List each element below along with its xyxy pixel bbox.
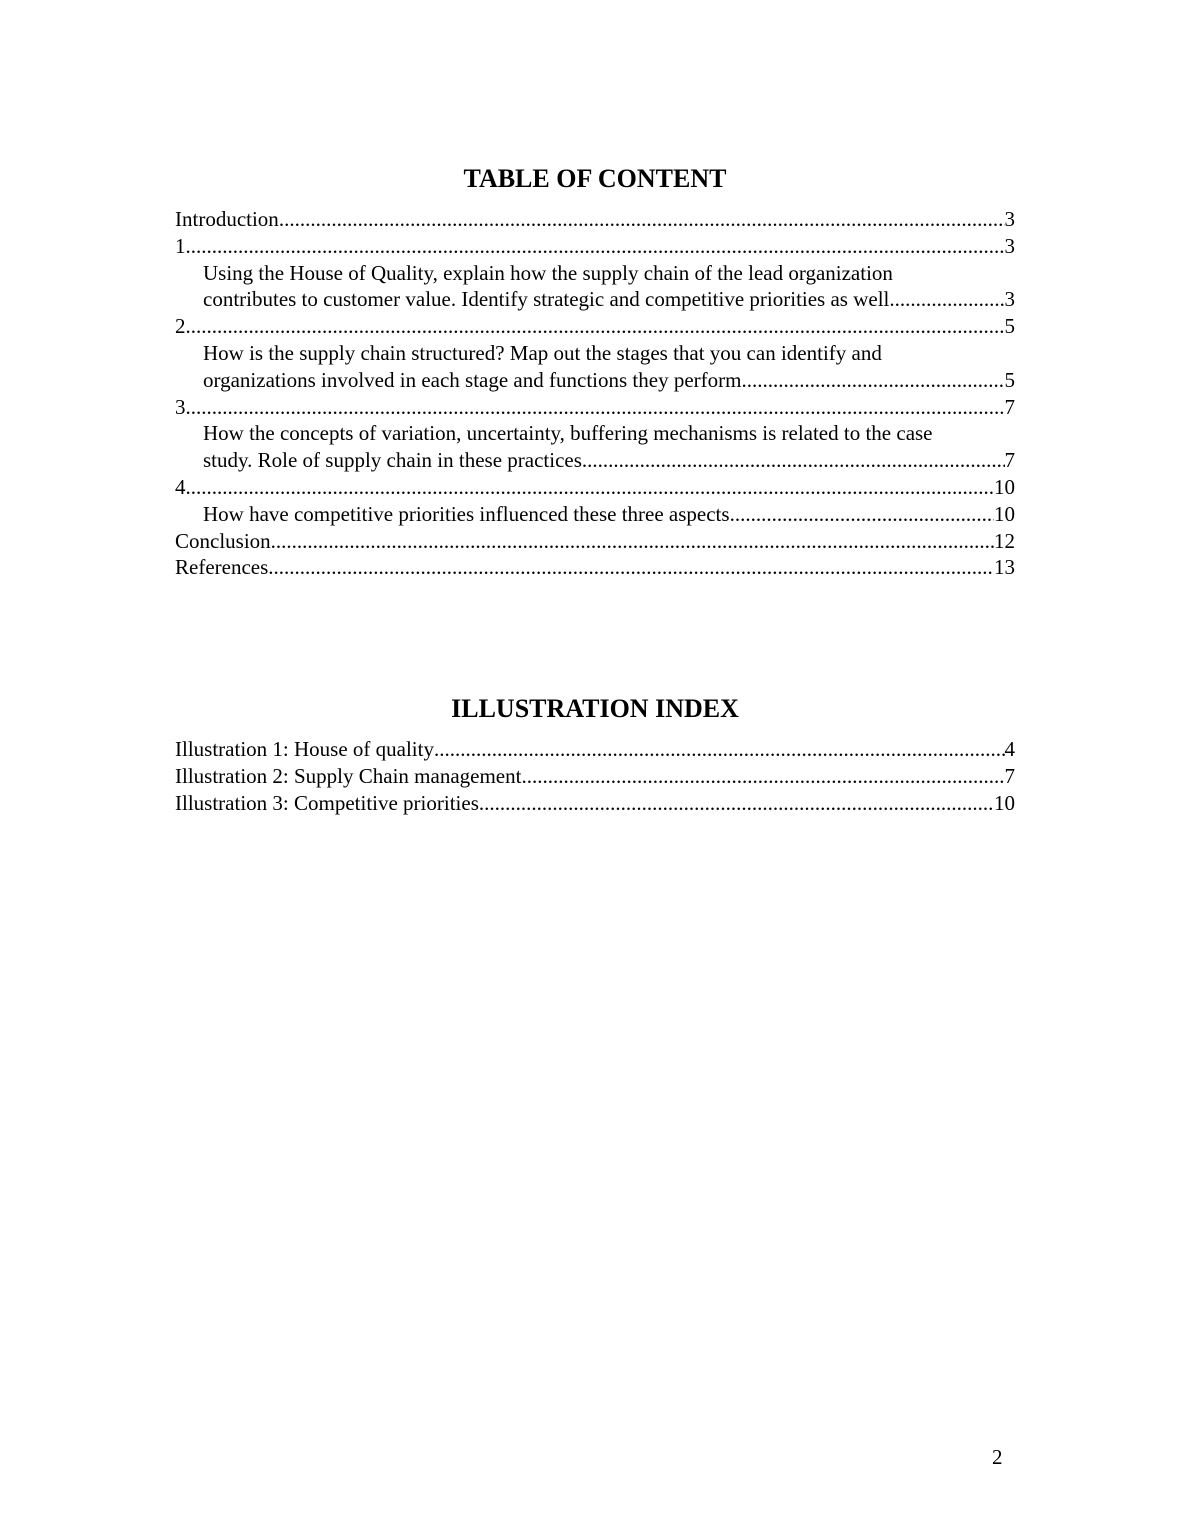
toc-entry-introduction[interactable] bbox=[175, 206, 1015, 233]
illustration-index-title: ILLUSTRATION INDEX bbox=[451, 694, 739, 723]
dot-leader bbox=[191, 313, 1005, 340]
toc-entry-page: 10 bbox=[994, 474, 1015, 499]
dot-leader bbox=[730, 501, 994, 528]
dot-leader bbox=[434, 736, 1005, 763]
toc-title: TABLE OF CONTENT bbox=[463, 164, 727, 193]
illustration-entry-text: Illustration 3: Competitive priorities bbox=[175, 790, 479, 815]
toc-entry-page: 5 bbox=[1004, 314, 1015, 339]
toc-entry-page: 7 bbox=[1004, 448, 1015, 473]
toc-entry-text: 3. bbox=[175, 394, 191, 419]
toc-entry-page: 13 bbox=[994, 555, 1015, 580]
dot-leader bbox=[271, 528, 994, 555]
dot-leader bbox=[479, 790, 994, 817]
toc-entry-page: 7 bbox=[1004, 394, 1015, 419]
illustration-entry-2[interactable] bbox=[175, 763, 1015, 790]
illustration-entry-text: Illustration 1: House of quality bbox=[175, 737, 434, 761]
toc-entry-subsection-1[interactable] bbox=[175, 260, 1015, 314]
illustration-entry-page: 7 bbox=[1004, 763, 1015, 788]
toc-entry-text: Introduction bbox=[175, 207, 279, 231]
illustration-entry-page: 4 bbox=[1004, 737, 1015, 761]
toc-entry-subsection-4[interactable] bbox=[175, 501, 1015, 528]
toc-entry-section-2[interactable] bbox=[175, 313, 1015, 340]
toc-entry-text: How have competitive priorities influenced these three aspects bbox=[203, 501, 730, 526]
toc-entry-text-line1: Using the House of Quality, explain how the supply chain of the lead organization bbox=[203, 260, 893, 285]
toc-entry-text-line1: How is the supply chain structured? Map out the stages that you can identify and bbox=[203, 340, 882, 365]
toc-entry-text: 1. bbox=[175, 233, 191, 258]
table-of-contents bbox=[175, 163, 1015, 581]
toc-entry-section-4[interactable] bbox=[175, 474, 1015, 501]
toc-entry-section-1[interactable] bbox=[175, 233, 1015, 260]
toc-entry-text: References bbox=[175, 555, 269, 580]
illustration-entry-page: 10 bbox=[994, 790, 1015, 815]
illustration-entry-1[interactable] bbox=[175, 736, 1015, 763]
toc-entry-page: 5 bbox=[1004, 367, 1015, 392]
toc-entry-text-line1: How the concepts of variation, uncertainty, buffering mechanisms is related to the case bbox=[203, 421, 933, 446]
illustration-index bbox=[175, 693, 1015, 816]
dot-leader bbox=[191, 233, 1005, 260]
toc-entry-page: 3 bbox=[1004, 287, 1015, 312]
toc-entry-page: 3 bbox=[1004, 233, 1015, 258]
illustration-entry-3[interactable] bbox=[175, 790, 1015, 817]
toc-entry-text: 2. bbox=[175, 314, 191, 339]
toc-entry-section-3[interactable] bbox=[175, 394, 1015, 421]
toc-entry-subsection-3[interactable] bbox=[175, 420, 1015, 474]
toc-entry-text: 4. bbox=[175, 474, 191, 499]
dot-leader bbox=[279, 206, 1005, 233]
toc-entry-page: 12 bbox=[994, 528, 1015, 553]
dot-leader bbox=[191, 474, 994, 501]
dot-leader bbox=[268, 554, 994, 581]
toc-entry-text-line2: contributes to customer value. Identify strategic and competitive priorities as well bbox=[203, 287, 890, 312]
dot-leader bbox=[889, 286, 1004, 313]
page-number: 2 bbox=[992, 1445, 1003, 1469]
dot-leader bbox=[582, 447, 1005, 474]
toc-entry-text-line2: study. Role of supply chain in these practices bbox=[203, 448, 582, 473]
dot-leader bbox=[191, 394, 1005, 421]
dot-leader bbox=[521, 763, 1004, 790]
toc-entry-page: 3 bbox=[1004, 207, 1015, 231]
toc-entry-page: 10 bbox=[994, 501, 1015, 526]
toc-entry-subsection-2[interactable] bbox=[175, 340, 1015, 394]
dot-leader bbox=[747, 367, 1005, 394]
toc-entry-text: Conclusion bbox=[175, 528, 271, 553]
toc-entry-conclusion[interactable] bbox=[175, 528, 1015, 555]
toc-entry-references[interactable] bbox=[175, 554, 1015, 581]
toc-entry-text-line2: organizations involved in each stage and functions they perform. bbox=[203, 367, 747, 392]
illustration-entry-text: Illustration 2: Supply Chain management bbox=[175, 763, 522, 788]
